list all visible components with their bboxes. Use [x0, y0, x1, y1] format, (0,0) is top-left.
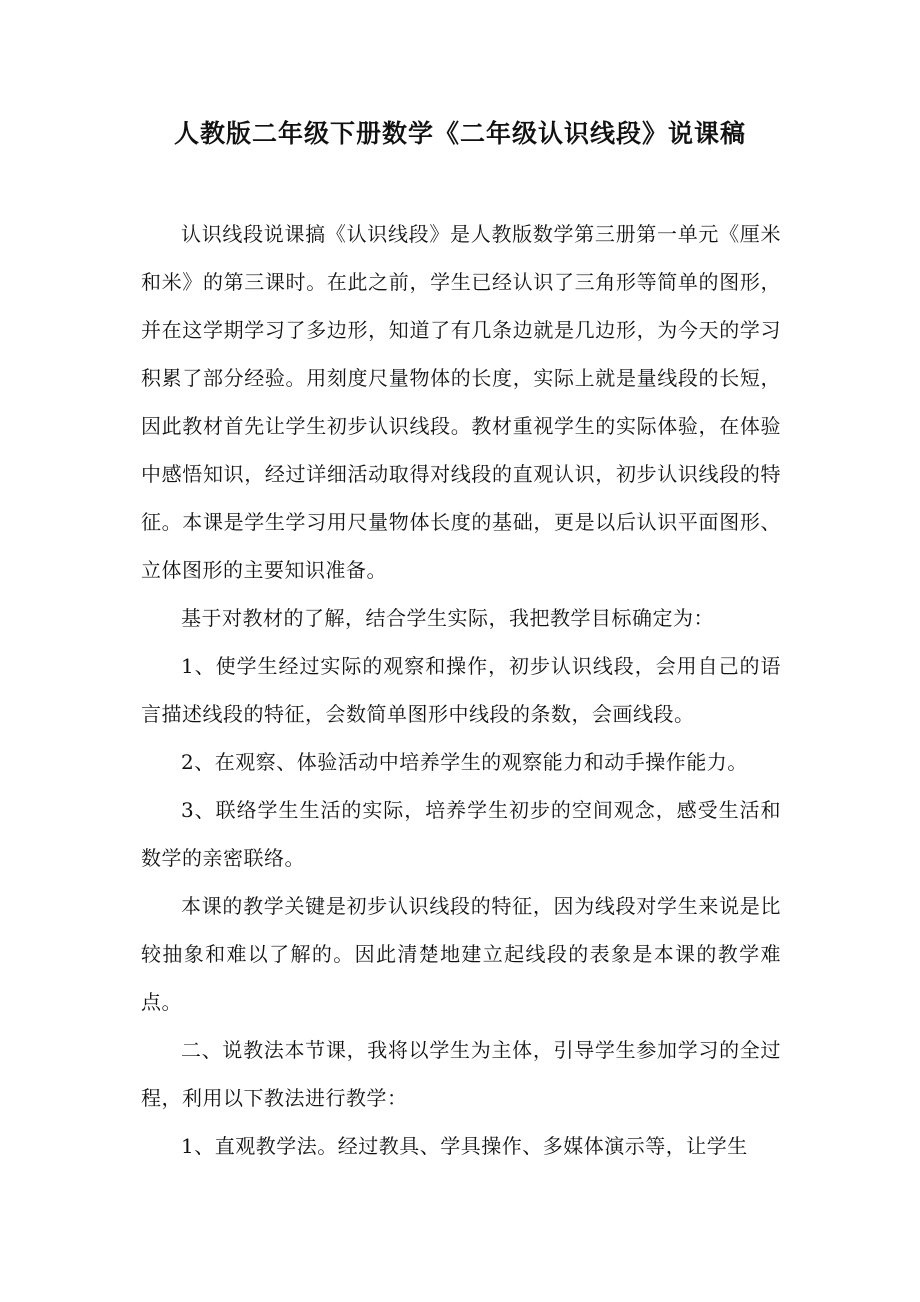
paragraph-objective-2: 2、在观察、体验活动中培养学生的观察能力和动手操作能力。: [181, 750, 748, 774]
document-body: [141, 210, 781, 1170]
paragraph-objective-1: 1、使学生经过实际的观察和操作，初步认识线段，会用自己的语言描述线段的特征，会数简单图形中线段的条数，会画线段。: [141, 654, 781, 726]
paragraph-method-1: 1、直观教学法。经过教具、学具操作、多媒体演示等，让学生: [181, 1134, 748, 1158]
paragraph-objective-3: 3、联络学生生活的实际，培养学生初步的空间观念，感受生活和数学的亲密联络。: [141, 798, 781, 870]
paragraph-teaching-methods: 二、说教法本节课，我将以学生为主体，引导学生参加学习的全过程，利用以下教法进行教学：: [141, 1038, 781, 1110]
paragraph-intro: 认识线段说课搞《认识线段》是人教版数学第三册第一单元《厘米和米》的第三课时。在此之前，学生已经认识了三角形等简单的图形，并在这学期学习了多边形，知道了有几条边就是几边形，为今天的学习积累了部分经验。用刻度尺量物体的长度，实际上就是量线段的长短，因此教材首先让学生初步认识线段。教材重视学生的实际体验，在体验中感悟知识，经过详细活动取得对线段的直观认识，初步认识线段的特征。本课是学生学习用尺量物体长度的基础，更是以后认识平面图形、立体图形的主要知识准备。: [141, 222, 781, 582]
paragraph-objectives-lead: 基于对教材的了解，结合学生实际，我把教学目标确定为：: [181, 606, 714, 630]
document-title: 人教版二年级下册数学《二年级认识线段》说课稿: [173, 119, 746, 148]
paragraph-key-points: 本课的教学关键是初步认识线段的特征，因为线段对学生来说是比较抽象和难以了解的。因此清楚地建立起线段的表象是本课的教学难点。: [141, 894, 781, 1014]
